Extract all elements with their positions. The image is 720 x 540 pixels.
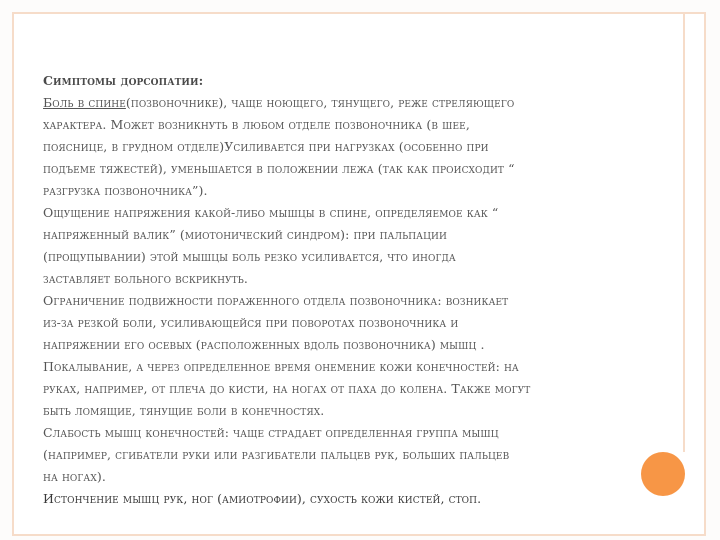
paragraph-weakness: Слабость мышц конечностей: чаще страдает определенная группа мышц (например, сгибатели руки или разгибатели пальцев рук, больших пальцев на ногах).: [43, 425, 510, 484]
paragraph-pain-text: (позвоночнике), чаще ноющего, тянущего, реже стреляющего характера. Может возникнуть в любом отделе позвоночника (в шее, пояснице, в грудном отделе)Усиливается при нагрузках (особенно при подъеме тяжестей), уменьшается в положении лежа (так как происходит “ разгрузка позвоночника”).: [43, 95, 515, 198]
decorative-side-line: [683, 12, 685, 452]
underlined-term: Боль в спине: [43, 95, 126, 110]
paragraph-atrophy: Истончение мышц рук, ног (амиотрофии), сухость кожи кистей, стоп.: [43, 491, 482, 506]
paragraph-mobility: Ограничение подвижности пораженного отдела позвоночника: возникает из-за резкой боли, усиливающейся при поворотах позвоночника и напряжении его осевых (расположенных вдоль позвоночника) мышц .: [43, 293, 509, 352]
slide-title: Симптомы дорсопатии:: [43, 73, 204, 88]
paragraph-tingling: Покалывание, а через определенное время онемение кожи конечностей: на руках, например, от плеча до кисти, на ногах от паха до колена. Также могут быть ломящие, тянущие боли в конечностях.: [43, 359, 531, 418]
slide-body: [43, 70, 683, 510]
paragraph-pain: [43, 92, 683, 202]
paragraph-tension: Ощущение напряжения какой-либо мышцы в спине, определяемое как “ напряженный валик” (миотонический синдром): при пальпации (прощупывании) этой мышцы боль резко усиливается, что иногда заставляет больного вскрикнуть.: [43, 205, 499, 286]
